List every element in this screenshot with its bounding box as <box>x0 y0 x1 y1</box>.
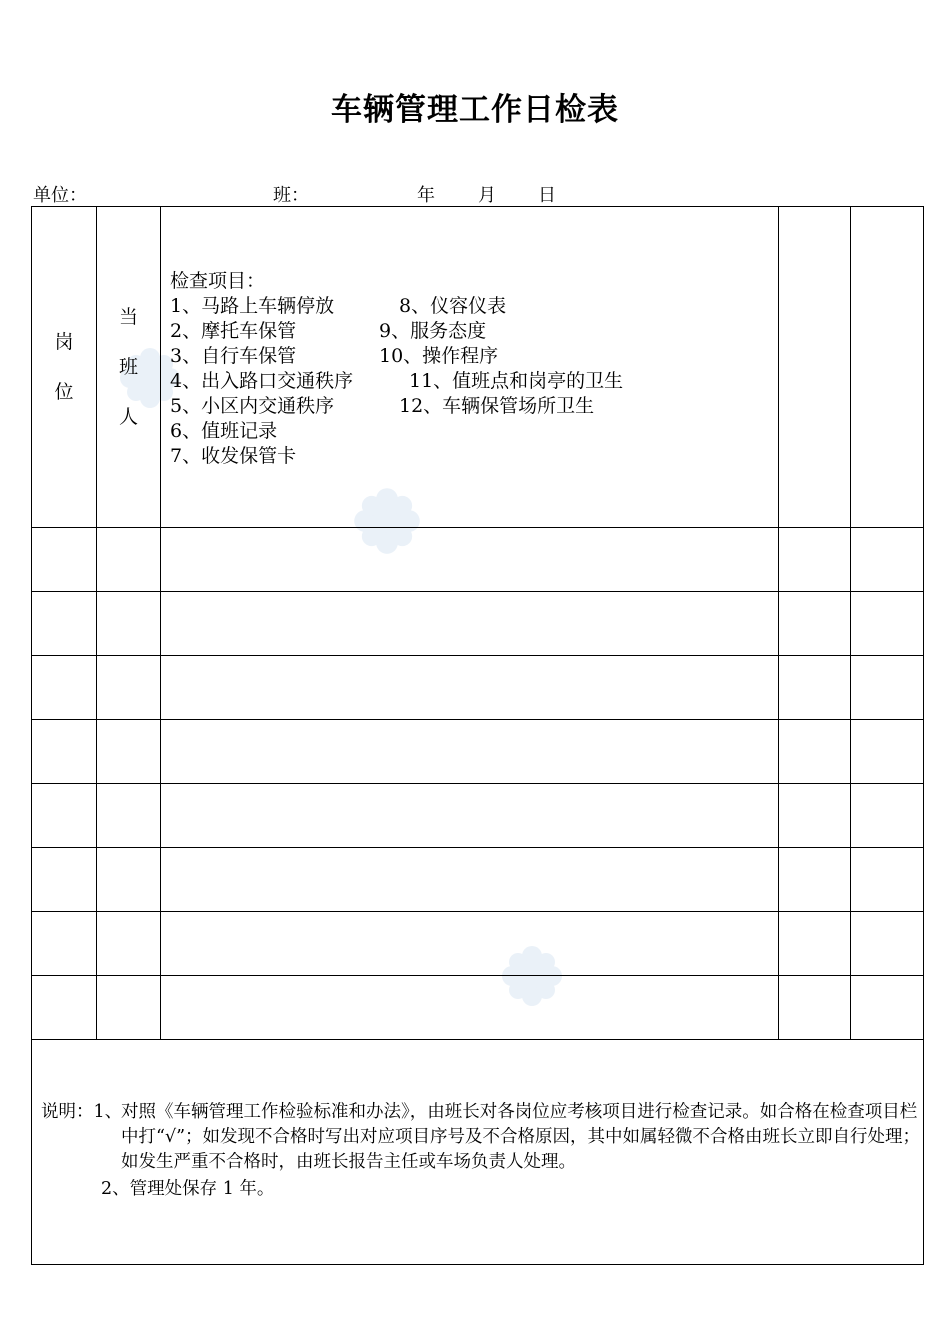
on-duty-person-column-header: 当 班 人 <box>97 207 161 528</box>
items-heading: 检查项目： <box>170 270 266 292</box>
extra-column-header-2 <box>851 207 924 528</box>
note-item-2: 2、管理处保存 1 年。 <box>101 1179 275 1199</box>
check-item: 1、马路上车辆停放 <box>170 295 335 317</box>
table-row <box>32 784 924 848</box>
table-row <box>32 528 924 592</box>
check-item: 9、服务态度 <box>379 320 487 342</box>
table-row <box>32 592 924 656</box>
check-item: 11、值班点和岗亭的卫生 <box>409 370 624 392</box>
check-item: 5、小区内交通秩序 <box>170 395 335 417</box>
check-item: 8、仪容仪表 <box>399 295 507 317</box>
check-item: 7、收发保管卡 <box>170 445 297 467</box>
check-item: 12、车辆保管场所卫生 <box>399 395 595 417</box>
year-label: 年 <box>417 185 435 206</box>
notes-lead: 说明：1、 <box>41 1102 123 1122</box>
table-row <box>32 976 924 1040</box>
table-row <box>32 912 924 976</box>
notes-cell <box>32 1040 924 1265</box>
check-item: 3、自行车保管 <box>170 345 297 367</box>
check-item: 10、操作程序 <box>379 345 499 367</box>
inspection-table <box>31 206 924 1265</box>
post-column-header: 岗 位 <box>32 207 97 528</box>
check-item: 4、出入路口交通秩序 <box>170 370 354 392</box>
check-item: 2、摩托车保管 <box>170 320 297 342</box>
table-row <box>32 720 924 784</box>
note-item-1: 对照《车辆管理工作检验标准和办法》，由班长对各岗位应考核项目进行检查记录。如合格在检查项目栏中打“√”；如发现不合格时写出对应项目序号及不合格原因，其中如属轻微不合格由班长立即自行处理；如发生严重不合格时，由班长报告主任或车场负责人处理。 <box>121 1102 921 1172</box>
check-items-cell <box>161 207 779 528</box>
day-label: 日 <box>538 185 556 206</box>
table-header-row <box>32 207 924 528</box>
notes-row <box>32 1040 924 1265</box>
page-title: 车辆管理工作日检表 <box>331 92 619 128</box>
table-row <box>32 848 924 912</box>
extra-column-header-1 <box>779 207 851 528</box>
unit-label: 单位： <box>33 185 87 206</box>
shift-label: 班： <box>273 185 309 206</box>
check-item: 6、值班记录 <box>170 420 278 442</box>
month-label: 月 <box>478 185 496 206</box>
table-row <box>32 656 924 720</box>
